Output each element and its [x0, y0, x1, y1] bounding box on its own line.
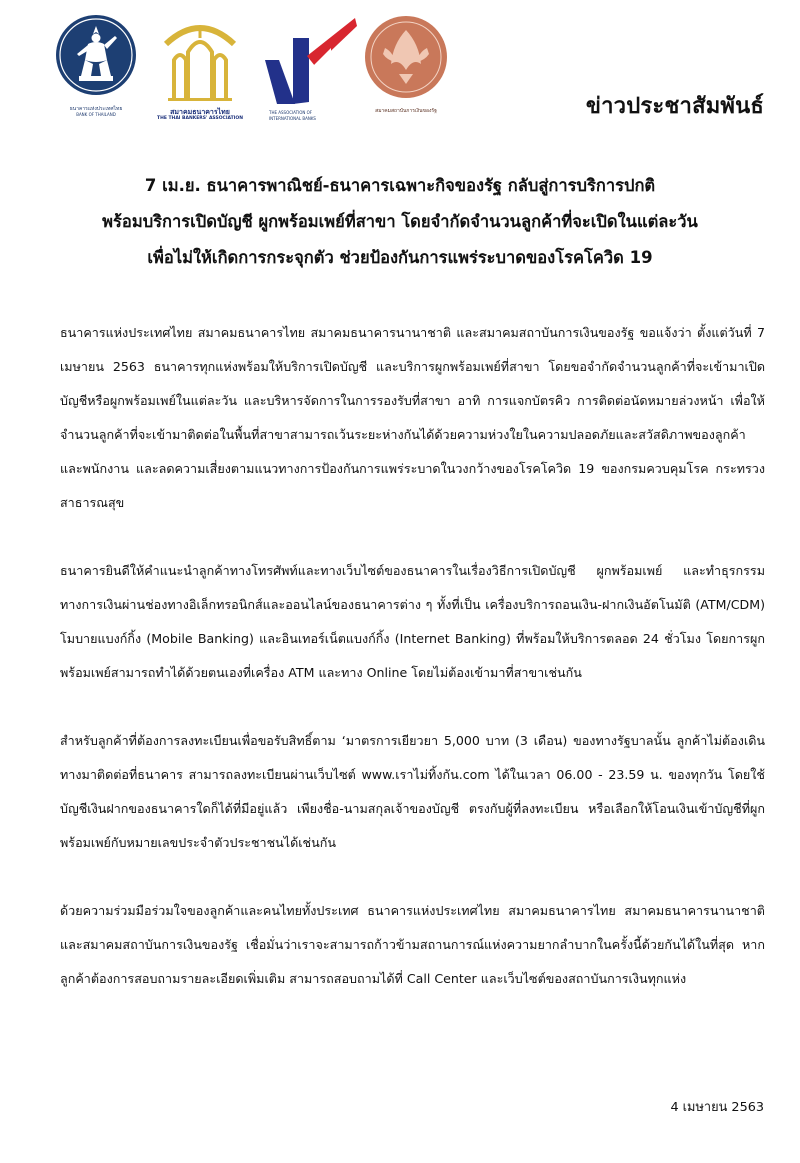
thai-bankers-association-logo: [157, 14, 243, 121]
bank-of-thailand-logo: [55, 14, 137, 117]
logos-row: [55, 14, 455, 129]
headline-line-1: 7 เม.ย. ธนาคารพาณิชย์-ธนาคารเฉพาะกิจของรัฐ กลับสู่การบริการปกติ: [144, 176, 656, 195]
headline: [40, 168, 760, 276]
aib-caption-en: THE ASSOCIATION OF INTERNATIONAL BANKS: [269, 110, 316, 121]
tba-caption-en: THE THAI BANKERS' ASSOCIATION: [157, 116, 243, 121]
headline-line-2: พร้อมบริการเปิดบัญชี ผูกพร้อมเพย์ที่สาขา โดยจำกัดจำนวนลูกค้าที่จะเปิดในแต่ละวัน: [102, 212, 698, 231]
headline-line-3: เพื่อไม่ให้เกิดการกระจุกตัว ช่วยป้องกันการแพร่ระบาดของโรคโควิด 19: [147, 248, 653, 267]
paragraph-relief-registration: สำหรับลูกค้าที่ต้องการลงทะเบียนเพื่อขอรับสิทธิ์ตาม ‘มาตรการเยียวยา 5,000 บาท (3 เดือน) ของทางรัฐบาลนั้น ลูกค้าไม่ต้องเดินทางมาติดต่อที่ธนาคาร สามารถลงทะเบียนผ่านเว็บไซต์ www.เราไม่ทิ้งกัน.com ได้ในเวลา 06.00 - 23.59 น. ของทุกวัน โดยใช้บัญชีเงินฝากของธนาคารใดก็ได้ที่มีอยู่แล้ว เพียงชื่อ-นามสกุลเจ้าของบัญชี ตรงกับผู้ที่ลงทะเบียน หรือเลือกให้โอนเงินเข้าบัญชีที่ผูกพร้อมเพย์กับหมายเลขประจำตัวประชาชนได้เช่นกัน: [60, 733, 765, 850]
tba-caption-th: สมาคมธนาคารไทย: [170, 108, 230, 116]
release-date: 4 เมษายน 2563: [670, 1100, 764, 1115]
bot-caption-th: ธนาคารแห่งประเทศไทย: [69, 106, 123, 112]
body-text: [60, 316, 765, 1030]
paragraph-digital-channels: ธนาคารยินดีให้คำแนะนำลูกค้าทางโทรศัพท์และทางเว็บไซต์ของธนาคารในเรื่องวิธีการเปิดบัญชี ผูกพร้อมเพย์ และทำธุรกรรมทางการเงินผ่านช่องทางอิเล็กทรอนิกส์และออนไลน์ของธนาคารต่าง ๆ ทั้งที่เป็น เครื่องบริการถอนเงิน-ฝากเงินอัตโนมัติ (ATM/CDM) โมบายแบงก์กิ้ง (Mobile Banking) และอินเทอร์เน็ตแบงก์กิ้ง (Internet Banking) ที่พร้อมให้บริการตลอด 24 ชั่วโมง โดยการผูกพร้อมเพย์สามารถทำได้ด้วยตนเองที่เครื่อง ATM และทาง Online โดยไม่ต้องเข้ามาที่สาขาเช่นกัน: [60, 563, 765, 680]
paragraph-intro: ธนาคารแห่งประเทศไทย สมาคมธนาคารไทย สมาคมธนาคารนานาชาติ และสมาคมสถาบันการเงินของรัฐ ขอแจ้งว่า ตั้งแต่วันที่ 7 เมษายน 2563 ธนาคารทุกแห่งพร้อมให้บริการเปิดบัญชี และบริการผูกพร้อมเพย์ที่สาขา โดยขอจำกัดจำนวนลูกค้าที่จะเข้ามาเปิดบัญชีหรือผูกพร้อมเพย์ในแต่ละวัน และบริหารจัดการในการรองรับที่สาขา อาทิ การแจกบัตรคิว การติดต่อนัดหมายล่วงหน้า เพื่อให้จำนวนลูกค้าที่จะเข้ามาติดต่อในพื้นที่สาขาสามารถเว้นระยะห่างกันได้ด้วยความห่วงใยในความปลอดภัยและสวัสดิภาพของลูกค้าและพนักงาน และลดความเสี่ยงตามแนวทางการป้องกันการแพร่ระบาดในวงกว้างของโรคโควิด 19 ของกรมควบคุมโรค กระทรวงสาธารณสุข: [60, 325, 765, 510]
gfa-caption-th: สมาคมสถาบันการเงินของรัฐ: [375, 108, 437, 114]
bot-caption-en: BANK OF THAILAND: [76, 112, 116, 117]
government-financial-institutions-association-logo: [363, 14, 449, 114]
association-of-international-banks-logo: [265, 18, 357, 121]
paragraph-closing: ด้วยความร่วมมือร่วมใจของลูกค้าและคนไทยทั้งประเทศ ธนาคารแห่งประเทศไทย สมาคมธนาคารไทย สมาคมธนาคารนานาชาติ และสมาคมสถาบันการเงินของรัฐ เชื่อมั่นว่าเราจะสามารถก้าวข้ามสถานการณ์แห่งความยากลำบากในครั้งนี้ด้วยกันได้ในที่สุด หากลูกค้าต้องการสอบถามรายละเอียดเพิ่มเติม สามารถสอบถามได้ที่ Call Center และเว็บไซต์ของสถาบันการเงินทุกแห่ง: [60, 903, 765, 986]
press-release-label: ข่าวประชาสัมพันธ์: [585, 94, 764, 119]
